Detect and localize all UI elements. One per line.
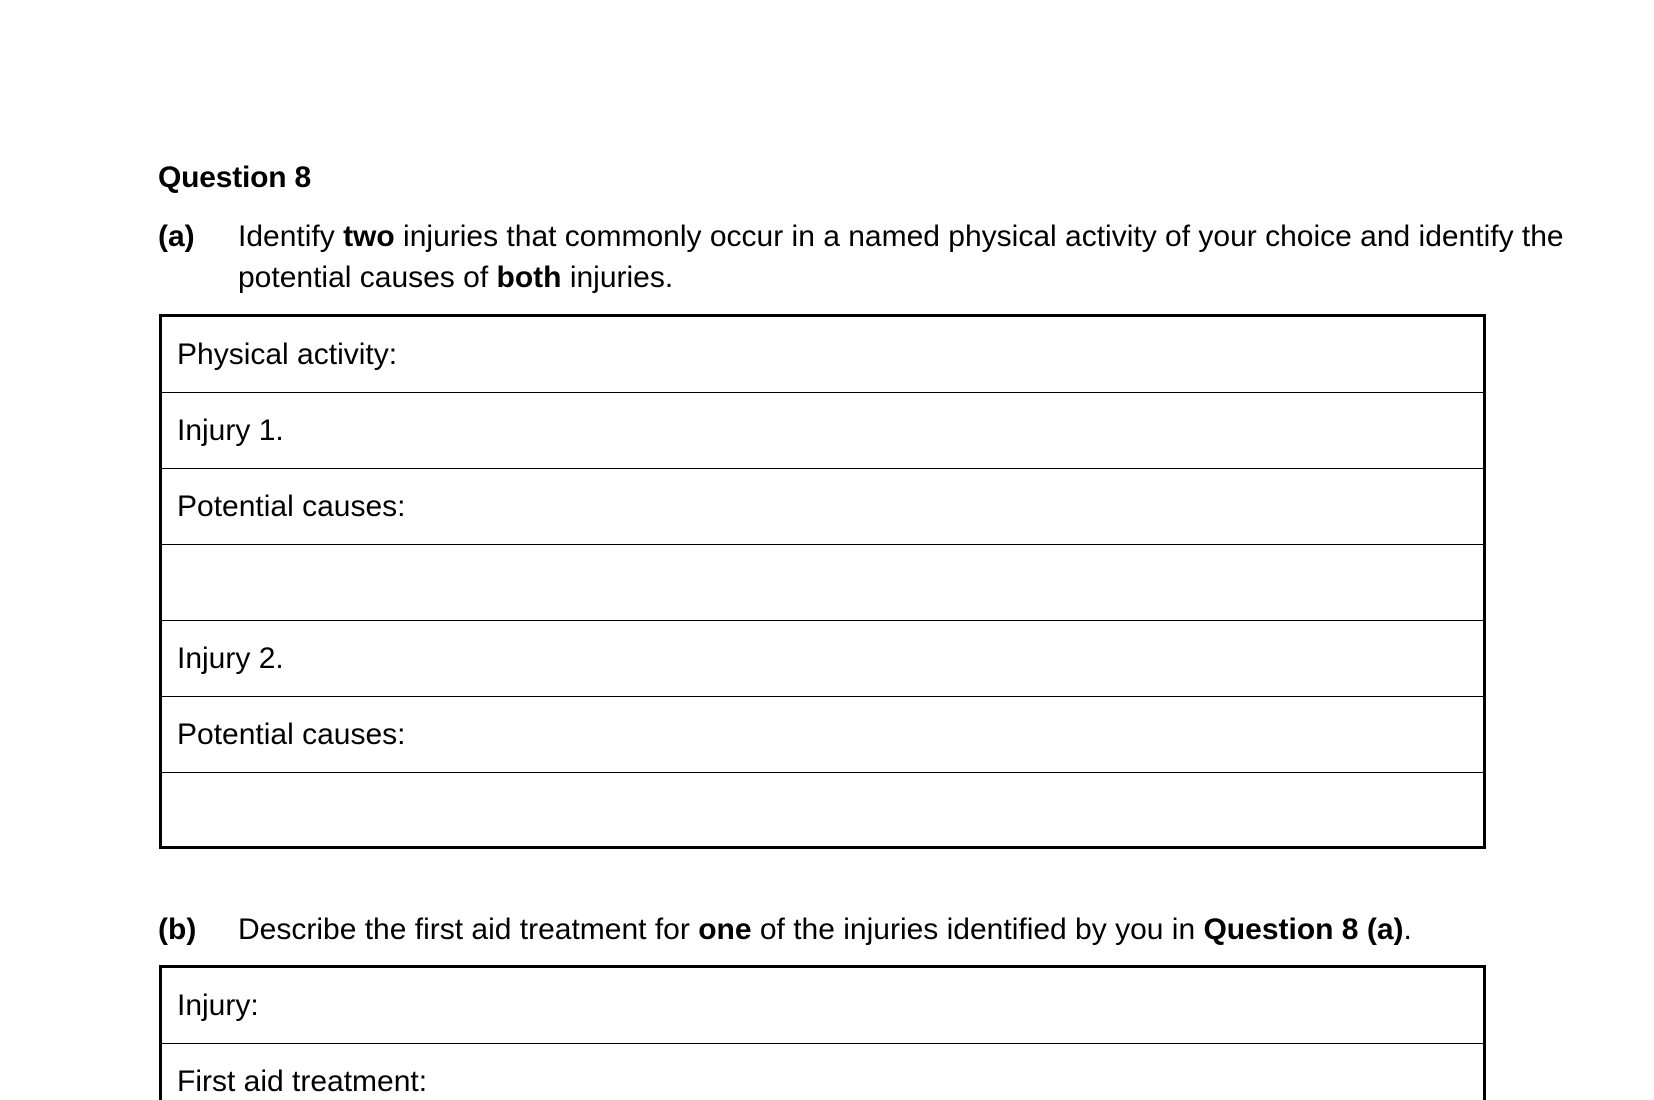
part-b-text-segment: Describe the first aid treatment for — [238, 913, 699, 946]
answer-row-label: First aid treatment: — [177, 1065, 428, 1098]
part-a-text — [238, 216, 1654, 298]
part-a-text-segment: Identify — [238, 220, 344, 253]
part-b-text-segment: . — [1403, 913, 1412, 946]
part-a-emphasis-two: two — [343, 220, 395, 253]
answer-row-first-aid-treatment[interactable] — [162, 1044, 1483, 1100]
part-a-label: (a) — [158, 220, 195, 253]
part-b-text — [238, 909, 1654, 950]
part-b-answer-table — [159, 965, 1486, 1100]
answer-row-label: Potential causes: — [177, 718, 406, 751]
answer-row-label: Potential causes: — [177, 490, 406, 523]
part-a-emphasis-both: both — [496, 261, 562, 294]
part-b-emphasis-one: one — [698, 913, 752, 946]
answer-row-label: Physical activity: — [177, 338, 398, 371]
answer-row-physical-activity[interactable] — [162, 317, 1483, 393]
answer-row-blank-2[interactable] — [162, 773, 1483, 849]
part-a-text-segment: injuries. — [561, 261, 674, 294]
part-a-answer-table — [159, 314, 1486, 849]
answer-row-injury-2[interactable] — [162, 621, 1483, 697]
part-b-emphasis-question-ref: Question 8 (a) — [1203, 913, 1404, 946]
part-b-label: (b) — [158, 913, 197, 946]
answer-row-label: Injury 1. — [177, 414, 284, 447]
answer-row-label: Injury 2. — [177, 642, 284, 675]
answer-row-potential-causes-1[interactable] — [162, 469, 1483, 545]
question-title: Question 8 — [158, 161, 312, 194]
answer-row-label: Injury: — [177, 989, 259, 1022]
answer-row-potential-causes-2[interactable] — [162, 697, 1483, 773]
answer-row-injury-1[interactable] — [162, 393, 1483, 469]
part-a-text-segment: injuries that commonly occur in a named physical activity of your choice and identify the potential causes of — [238, 220, 1564, 294]
part-b-text-segment: of the injuries identified by you in — [751, 913, 1204, 946]
answer-row-injury[interactable] — [162, 968, 1483, 1044]
answer-row-blank-1[interactable] — [162, 545, 1483, 621]
